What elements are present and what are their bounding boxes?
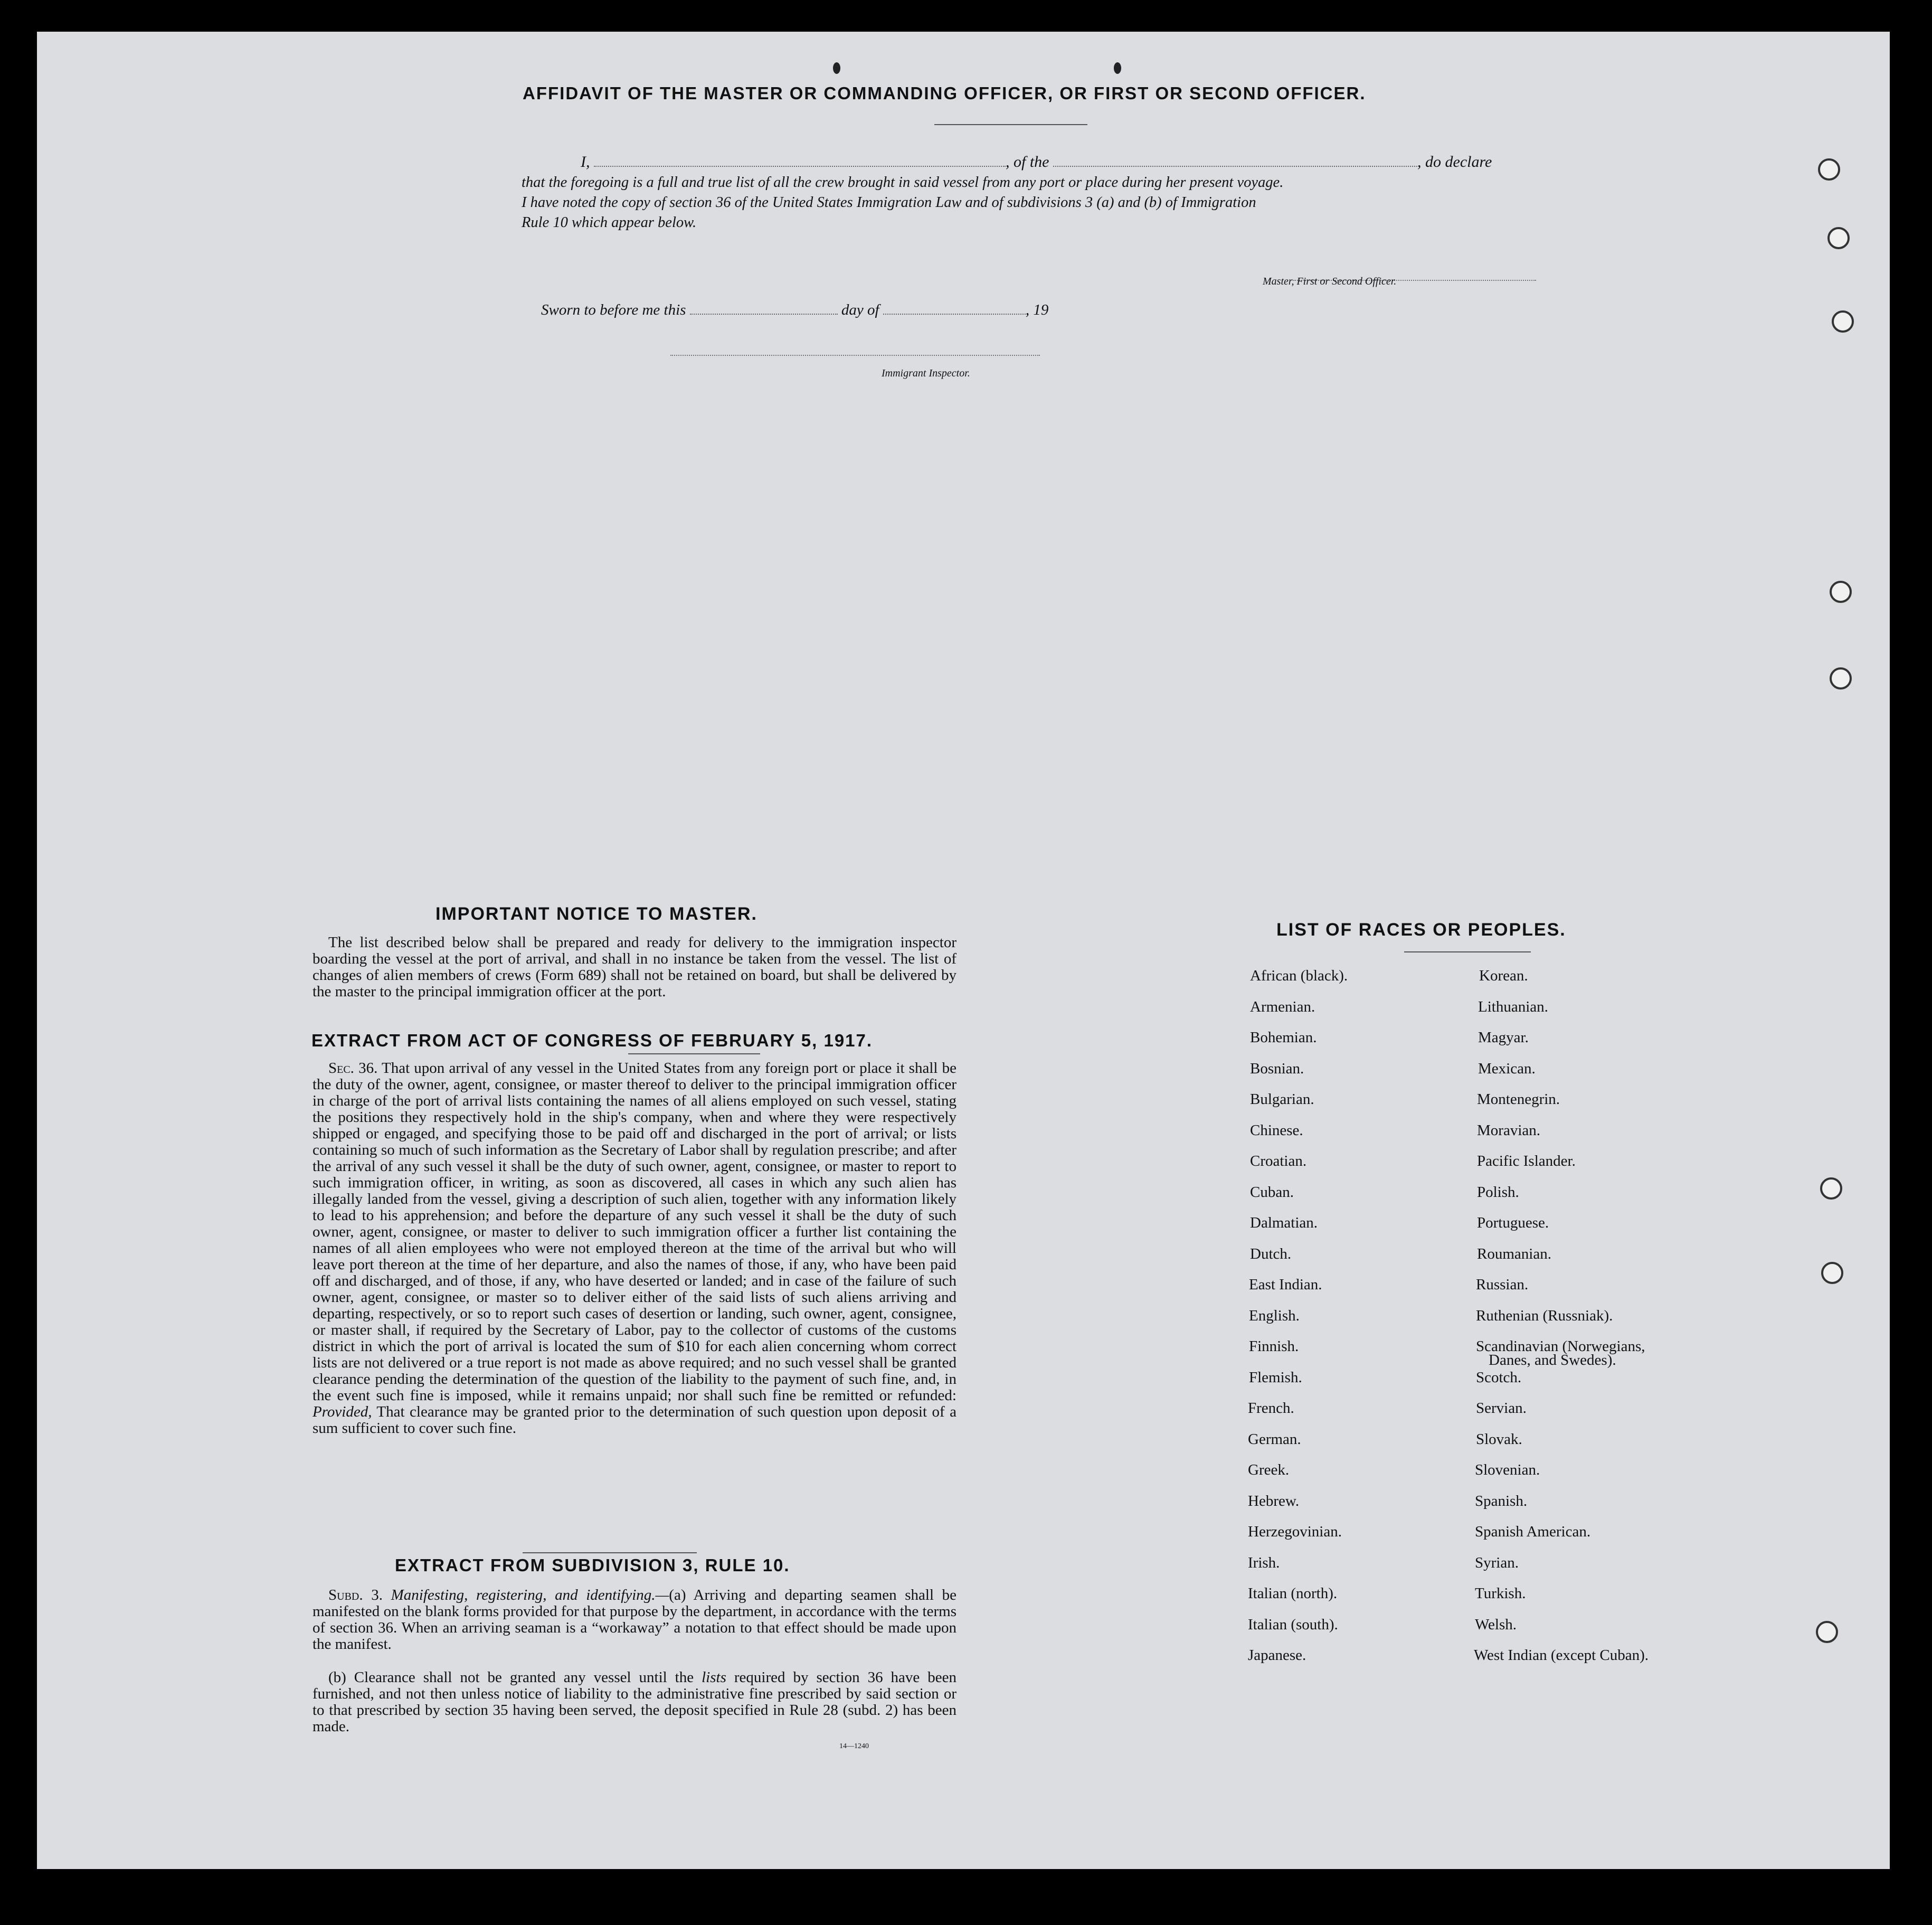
- races-title: LIST OF RACES OR PEOPLES.: [1276, 920, 1566, 940]
- of-the-label: , of the: [1006, 153, 1049, 171]
- rule-extract-b: [312, 1669, 956, 1735]
- punch-hole: [1818, 158, 1840, 181]
- sworn-label: Sworn to before me this: [541, 301, 686, 318]
- subd-a-text: (a) Arriving and departing seamen shall be manifested on the blank forms provided for that purpose by the department, in accordance with the terms of section 36. When an arriving seaman is a “workaway” a notation to that effect should be made upon the manifest.: [312, 1587, 956, 1653]
- rule-extract-a: [312, 1587, 956, 1653]
- punch-hole: [1830, 667, 1852, 690]
- race-item: Italian (north).: [1248, 1585, 1338, 1602]
- race-item: Scandinavian (Norwegians,: [1476, 1338, 1645, 1355]
- race-item: Scotch.: [1476, 1369, 1522, 1386]
- race-item: Korean.: [1479, 967, 1528, 984]
- subd-heading: Manifesting, registering, and identifying.—: [391, 1587, 669, 1603]
- race-item: Roumanian.: [1477, 1245, 1551, 1262]
- subd-b-text-2: required by section 36 have been furnished, and not then unless notice of liability to the administrative fine prescribed by said section or to that prescribed by section 35 having been served, the deposit specified in Rule 28 (subd. 2) has been made.: [312, 1669, 957, 1735]
- race-item: Finnish.: [1249, 1338, 1299, 1355]
- form-number: 14—1240: [839, 1742, 869, 1750]
- race-item: Bosnian.: [1250, 1060, 1304, 1077]
- ink-spot: [833, 62, 840, 74]
- punch-hole: [1830, 581, 1852, 603]
- title-rule: [1404, 951, 1531, 952]
- race-item: Syrian.: [1475, 1554, 1519, 1571]
- section-label: Sec. 36.: [328, 1060, 378, 1077]
- race-item: Turkish.: [1475, 1585, 1526, 1602]
- race-item: Italian (south).: [1248, 1616, 1338, 1633]
- section-body-end: That clearance may be granted prior to the determination of such question upon deposit of a sum sufficient to cover such fine.: [312, 1403, 956, 1437]
- race-item: Spanish.: [1475, 1493, 1528, 1509]
- i-label: I,: [581, 153, 590, 171]
- race-item: Bulgarian.: [1250, 1091, 1314, 1108]
- race-item: Spanish American.: [1475, 1523, 1591, 1540]
- affidavit-line-1: [581, 152, 1492, 171]
- notice-text: The list described below shall be prepared and ready for delivery to the immigration inspector boarding the vessel at the port of arrival, and shall in no instance be taken from the vessel. The list of changes of alien members of crews (Form 689) shall not be retained on board, but shall be delivered by the master to the principal immigration officer at the port.: [312, 934, 956, 1000]
- race-item: Servian.: [1476, 1400, 1527, 1417]
- race-item: African (black).: [1250, 967, 1348, 984]
- ink-spot: [1114, 62, 1121, 74]
- race-item: Bohemian.: [1250, 1029, 1317, 1046]
- title-rule: [523, 1552, 697, 1553]
- punch-hole: [1827, 227, 1850, 249]
- race-item: Russian.: [1476, 1276, 1529, 1293]
- race-item: Chinese.: [1250, 1122, 1303, 1139]
- race-item: Armenian.: [1250, 998, 1315, 1015]
- punch-hole: [1821, 1262, 1843, 1284]
- race-item: Japanese.: [1248, 1647, 1306, 1664]
- act-extract-title: EXTRACT FROM ACT OF CONGRESS OF FEBRUARY 5, 1917.: [311, 1031, 873, 1050]
- race-item: Hebrew.: [1248, 1493, 1300, 1509]
- sworn-day-field[interactable]: [690, 300, 838, 315]
- rule-extract-title: EXTRACT FROM SUBDIVISION 3, RULE 10.: [395, 1555, 790, 1575]
- vessel-field[interactable]: [1053, 152, 1417, 167]
- affidavit-title: AFFIDAVIT OF THE MASTER OR COMMANDING OFFICER, OR FIRST OR SECOND OFFICER.: [523, 83, 1366, 103]
- race-item: Moravian.: [1477, 1122, 1540, 1139]
- race-item: Welsh.: [1475, 1616, 1517, 1633]
- race-item: Montenegrin.: [1477, 1091, 1560, 1108]
- inspector-caption: Immigrant Inspector.: [882, 367, 970, 379]
- year-label: , 19: [1025, 301, 1049, 318]
- race-item: Portuguese.: [1477, 1214, 1549, 1231]
- race-item: German.: [1248, 1431, 1301, 1448]
- sworn-line: [541, 300, 1048, 319]
- race-item: Herzegovinian.: [1248, 1523, 1342, 1540]
- document-page: [37, 32, 1890, 1869]
- race-item: Croatian.: [1250, 1153, 1307, 1169]
- affidavit-line-4: Rule 10 which appear below.: [522, 214, 697, 231]
- affidavit-line-3: I have noted the copy of section 36 of the United States Immigration Law and of subdivisions 3 (a) and (b) of Immigration: [522, 194, 1256, 211]
- title-rule: [628, 1053, 760, 1054]
- provided-word: Provided,: [312, 1403, 372, 1420]
- subd-b-text-1: (b) Clearance shall not be granted any vessel until the: [328, 1669, 694, 1686]
- title-rule: [934, 124, 1087, 125]
- race-item: Ruthenian (Russniak).: [1476, 1307, 1613, 1324]
- race-item: Dalmatian.: [1250, 1214, 1318, 1231]
- race-item: Lithuanian.: [1478, 998, 1548, 1015]
- section-body: That upon arrival of any vessel in the United States from any foreign port or place it shall be the duty of the owner, agent, consignee, or master thereof to deliver to the principal immigration officer in charge of the port of arrival lists containing the names of all aliens employed on such vessel, stating the positions they respectively hold in the ship's company, when and where they were respectively shipped or engaged, and specifying those to be paid off and discharged in the port of arrival; or lists containing so much of such information as the Secretary of Labor shall by regulation prescribe; and after the arrival of any such vessel it shall be the duty of such owner, agent, consignee, or master to report to such immigration officer, in writing, as soon as discovered, all cases in which any such alien has illegally landed from the vessel, giving a description of such alien, together with any information likely to lead to his apprehension; and before the departure of any such vessel it shall be the duty of such owner, agent, consignee, or master to deliver to such immigration officer a further list containing the names of all alien employees who were not employed thereon at the time of the arrival but who will leave port thereon at the time of her departure, and also the names of those, if any, who have been paid off and discharged, and of those, if any, who have deserted or landed; and in case of the failure of such owner, agent, consignee, or master so to deliver either of the said lists of such aliens arriving and departing, respectively, or so to report such cases of desertion or landing, such owner, agent, consignee, or master shall, if required by the Secretary of Labor, pay to the collector of customs of the customs district in which the port of arrival is located the sum of $10 for each alien concerning whom correct lists are not delivered or a true report is not made as above required; and no such vessel shall be granted clearance pending the determination of the question of the liability to the payment of such fine, and, in the event such fine is imposed, while it remains unpaid; nor shall such fine be remitted or refunded:: [312, 1060, 956, 1404]
- race-item: East Indian.: [1249, 1276, 1322, 1293]
- subd-b-lists: lists: [702, 1669, 726, 1686]
- race-item: Flemish.: [1249, 1369, 1302, 1386]
- race-item-continuation: Danes, and Swedes).: [1489, 1352, 1616, 1369]
- punch-hole: [1816, 1621, 1838, 1643]
- sworn-month-field[interactable]: [883, 300, 1026, 315]
- race-item: Slovenian.: [1475, 1461, 1540, 1478]
- race-item: Pacific Islander.: [1477, 1153, 1576, 1169]
- punch-hole: [1832, 310, 1854, 333]
- race-item: French.: [1248, 1400, 1294, 1417]
- race-item: Slovak.: [1476, 1431, 1522, 1448]
- race-item: Mexican.: [1478, 1060, 1536, 1077]
- race-item: West Indian (except Cuban).: [1474, 1647, 1649, 1664]
- day-of-label: day of: [841, 301, 879, 318]
- race-item: Dutch.: [1250, 1245, 1292, 1262]
- punch-hole: [1820, 1177, 1842, 1200]
- race-item: Magyar.: [1478, 1029, 1529, 1046]
- name-field[interactable]: [594, 152, 1006, 167]
- race-item: Greek.: [1248, 1461, 1290, 1478]
- race-item: Irish.: [1248, 1554, 1280, 1571]
- race-item: Polish.: [1477, 1184, 1519, 1201]
- inspector-signature-line[interactable]: [670, 355, 1040, 356]
- race-item: English.: [1249, 1307, 1300, 1324]
- declare-label: , do declare: [1417, 153, 1492, 171]
- master-caption: Master, First or Second Officer.: [1263, 276, 1397, 287]
- affidavit-line-2: that the foregoing is a full and true list of all the crew brought in said vessel from any port or place during her present voyage.: [522, 174, 1284, 191]
- race-item: Cuban.: [1250, 1184, 1294, 1201]
- subd-label: Subd. 3.: [328, 1587, 383, 1603]
- act-extract-text: [312, 1060, 956, 1437]
- notice-title: IMPORTANT NOTICE TO MASTER.: [435, 904, 757, 924]
